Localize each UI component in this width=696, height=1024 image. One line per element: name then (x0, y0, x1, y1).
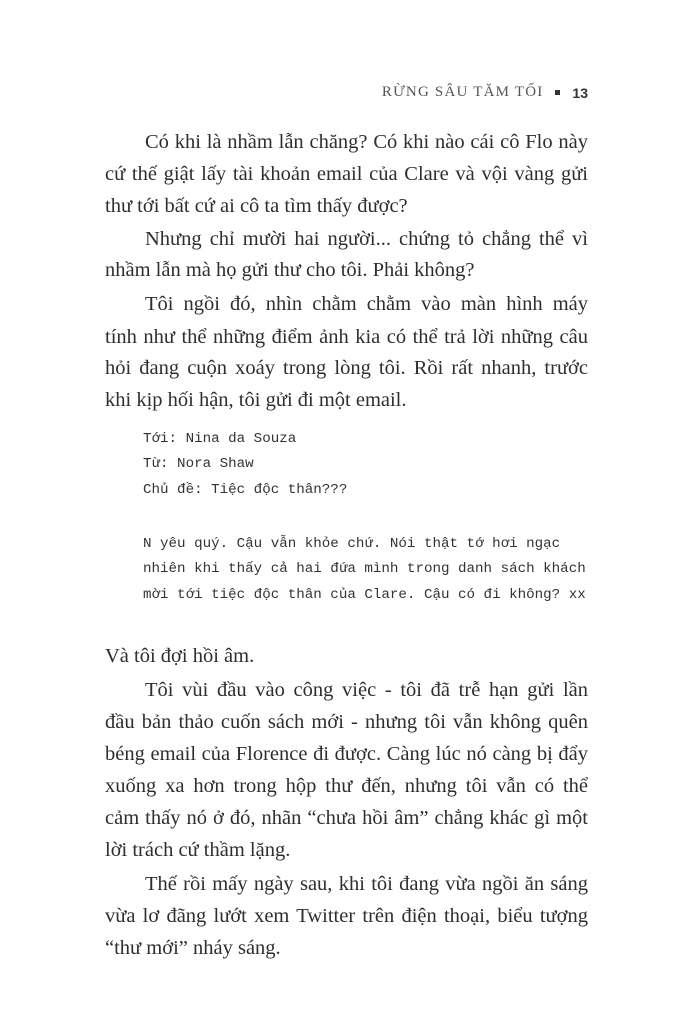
text-line: hỏi đang cuộn xoáy trong lòng tôi. Rồi rất nhanh, trước (105, 357, 588, 379)
book-title: RỪNG SÂU TĂM TỐI (381, 84, 544, 100)
email-to: Tới: Nina da Souza (143, 431, 297, 447)
email-subject: Chủ đề: Tiệc độc thân??? (143, 482, 348, 498)
text-line: đầu bản thảo cuốn sách mới - nhưng tôi vẫn không quên (105, 711, 588, 733)
text-line: xuống xa hơn trong hộp thư đến, nhưng tôi vẫn có thể (105, 775, 588, 797)
text-line: tính như thể những điểm ảnh kia có thể trả lời những câu (105, 326, 588, 348)
text-line: Tôi vùi đầu vào công việc - tôi đã trễ hạn gửi lần (145, 679, 588, 701)
email-body-line: mời tới tiệc độc thân của Clare. Cậu có đi không? xx (143, 587, 586, 603)
text-line: Và tôi đợi hồi âm. (105, 645, 255, 667)
text-line: Tôi ngồi đó, nhìn chằm chằm vào màn hình máy (145, 293, 588, 315)
text-line: thư tới bất cứ ai cô ta tìm thấy được? (105, 195, 408, 217)
text-line: khi kịp hối hận, tôi gửi đi một email. (105, 389, 407, 411)
text-line: Thế rồi mấy ngày sau, khi tôi đang vừa ngồi ăn sáng (145, 873, 588, 895)
text-line: Có khi là nhầm lẫn chăng? Có khi nào cái cô Flo này (145, 131, 588, 153)
email-from: Từ: Nora Shaw (143, 456, 254, 472)
email-body-line: nhiên khi thấy cả hai đứa mình trong danh sách khách (143, 561, 586, 577)
text-line: béng email của Florence đi được. Càng lúc nó càng bị đẩy (105, 743, 588, 765)
text-line: nhầm lẫn mà họ gửi thư cho tôi. Phải không? (105, 259, 475, 281)
text-line: “thư mới” nháy sáng. (105, 937, 281, 959)
running-header (382, 84, 588, 101)
text-line: vừa lơ đãng lướt xem Twitter trên điện thoại, biểu tượng (105, 905, 588, 927)
text-line: cảm thấy nó ở đó, nhãn “chưa hồi âm” chẳng khác gì một (105, 807, 588, 829)
email-body-line: N yêu quý. Cậu vẫn khỏe chứ. Nói thật tớ hơi ngạc (143, 536, 561, 552)
text-line: Nhưng chỉ mười hai người... chứng tỏ chẳng thể vì (145, 228, 588, 250)
separator-square (555, 90, 560, 95)
text-line: lời trách cứ thầm lặng. (105, 839, 291, 861)
text-line: cứ thế giật lấy tài khoản email của Clare và vội vàng gửi (105, 163, 588, 185)
page-number: 13 (572, 84, 588, 101)
